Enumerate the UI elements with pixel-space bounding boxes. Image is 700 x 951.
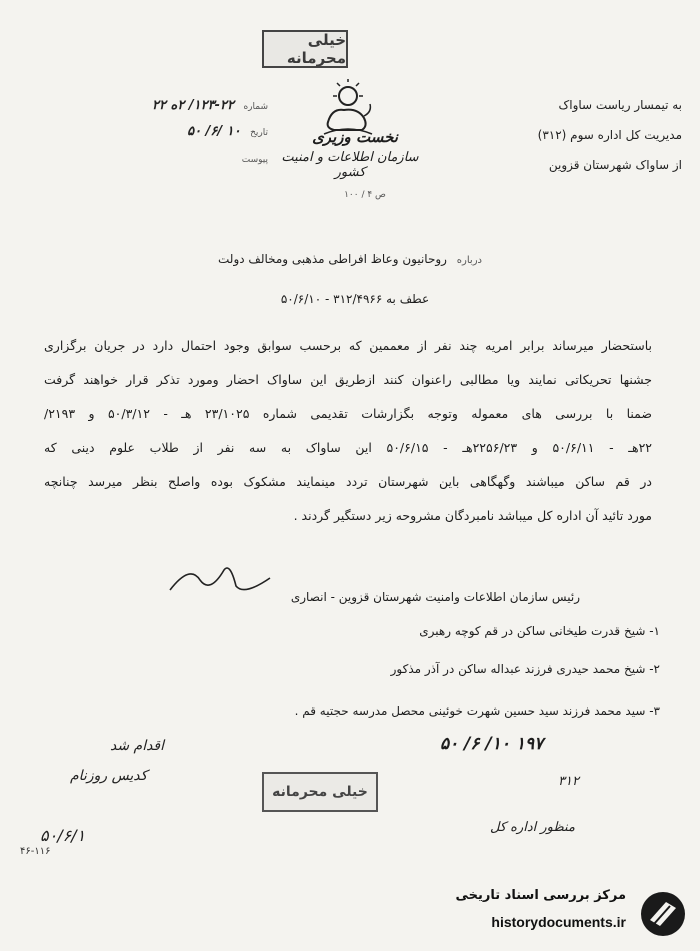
handwritten-note-1: اقدام شد: [110, 738, 165, 754]
body-line: مورد تائید آن اداره کل میباشد نامبردگان مشروحه زیر دستگیر گردند .: [293, 508, 652, 523]
list-item: ۲- شیخ محمد حیدری فرزند عبداله ساکن در آذر مذکور: [390, 662, 660, 676]
handwritten-date-value: ۱۰/ ۶/ ۵۰: [440, 734, 510, 754]
date-label: تاریخ: [250, 128, 268, 138]
classification-stamp-2: خیلی محرمانه: [262, 772, 378, 812]
agency-name: سازمان اطلاعات و امنیت کشور: [281, 150, 419, 180]
body-line: ۲۲هـ - ۵۰/۶/۱۱ و ۲۲۵۶/۲۳هـ - ۵۰/۶/۱۵ این ساواک به سه نفر از طلاب علوم دینی که: [44, 440, 652, 455]
body-line: ضمنا با بررسی های معموله وتوجه بگزارشات تقدیمی شماره ۲۳/۱۰۲۵ هـ - ۵۰/۳/۱۲ و ۲۱۹۳/: [44, 406, 652, 421]
ministry-name: نخست وزیری: [312, 128, 398, 146]
body-line: باستحضار میرساند برابر امریه چند نفر از معممین که برحسب سوابق وجود احتمال دارد در جریان برگزاری: [44, 338, 652, 353]
handwritten-note-3: ۵۰/۶/۱: [40, 826, 86, 845]
footer-org-name: مرکز بررسی اسناد تاریخی: [455, 888, 626, 903]
subject-line: [150, 252, 550, 266]
reference-line: عطف به ۳۱۲/۴۹۶۶ - ۵۰/۶/۱۰: [280, 292, 430, 306]
document-code: ۴۶-۱۱۶: [20, 846, 51, 857]
subject-label: درباره: [456, 255, 482, 266]
handwritten-note-4: ۳۱۲: [558, 774, 579, 789]
handwritten-note-2: کدیس روزنام: [70, 768, 148, 784]
list-item: ۳- سید محمد فرزند سید حسین شهرت خوئینی محصل مدرسه حجتیه قم .: [294, 704, 660, 718]
handwritten-note-5: منظور اداره کل: [490, 820, 575, 835]
recipient-line-1: به تیمسار ریاست ساواک: [558, 98, 682, 112]
date-value: ۱۰ /۶/ ۵۰: [187, 124, 241, 139]
number-value: ۲۲-۱۲۳/ ۲ه ۲۲: [152, 98, 234, 113]
letter-attachment: [88, 152, 268, 165]
sender-line: از ساواک شهرستان قزوین: [548, 158, 682, 172]
list-item: ۱- شیخ قدرت طیخانی ساکن در قم کوچه رهبری: [419, 624, 660, 638]
handwritten-date-number: ۱۹۷: [515, 734, 544, 754]
body-line: در قم ساکن میباشند وگهگاهی باین شهرستان تردد مینمایند مشکوک بوده واصلح بنظر میرسد چنانچه: [44, 474, 652, 489]
archive-logo-icon: [638, 890, 688, 938]
handwritten-date: [440, 734, 620, 754]
number-label: شماره: [243, 102, 268, 112]
footer-url: historydocuments.ir: [491, 914, 626, 930]
body-line: جشنها تحریکاتی نمایند ویا مطالبی راعنوان کنند ازطریق این ساواک احضار ومورد تذکر قرار خواهند گرفت: [44, 372, 652, 387]
org-note: ص ۴ / ۱۰۰: [344, 190, 386, 200]
footer-watermark: [398, 888, 688, 940]
letter-number: [88, 98, 268, 113]
letter-date: [88, 124, 268, 139]
attachment-label: پیوست: [241, 155, 268, 165]
subject-text: روحانیون وعاظ افراطی مذهبی ومخالف دولت: [218, 252, 447, 266]
recipient-line-2: مدیریت کل اداره سوم (۳۱۲): [537, 128, 682, 142]
classification-stamp: خیلی محرمانه: [262, 30, 348, 68]
signer-title: رئیس سازمان اطلاعات وامنیت شهرستان قزوین - انصاری: [290, 590, 580, 604]
